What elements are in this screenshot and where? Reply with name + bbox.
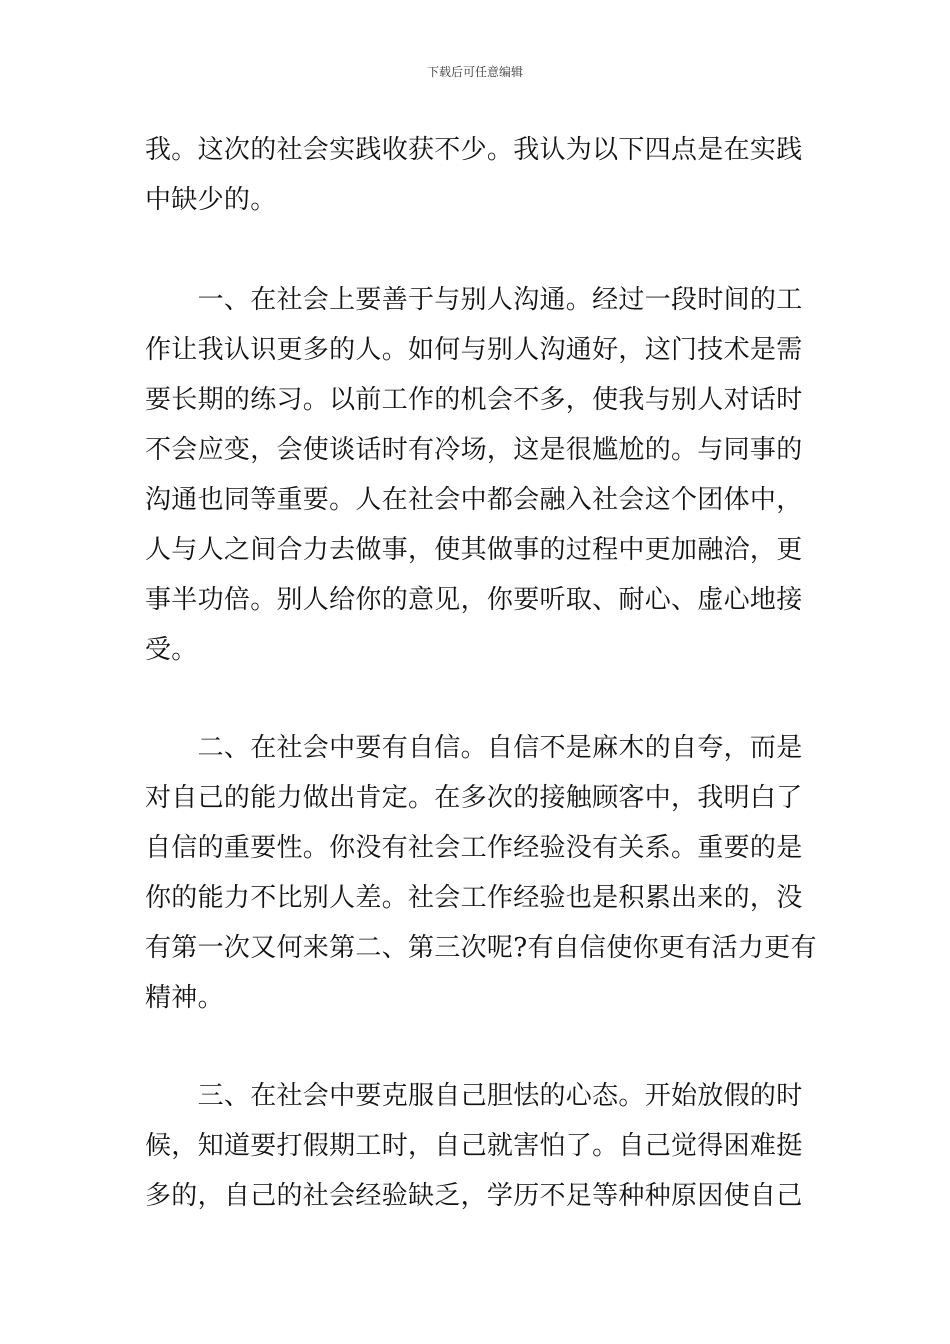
text-line: 三、在社会中要克服自己胆怯的心态。开始放假的时 [145, 1081, 803, 1111]
text-line: 不会应变，会使谈话时有冷场，这是很尴尬的。与同事的 [145, 435, 803, 465]
page-header: 下载后可任意编辑 [426, 65, 523, 79]
text-line: 沟通也同等重要。人在社会中都会融入社会这个团体中， [145, 485, 803, 515]
text-line: 精神。 [145, 983, 224, 1013]
text-line: 一、在社会上要善于与别人沟通。经过一段时间的工 [145, 285, 803, 315]
text-line: 自信的重要性。你没有社会工作经验没有关系。重要的是 [145, 833, 803, 863]
text-line: 候，知道要打假期工时，自己就害怕了。自己觉得困难挺 [145, 1131, 803, 1161]
text-line: 要长期的练习。以前工作的机会不多，使我与别人对话时 [145, 385, 803, 415]
text-line: 对自己的能力做出肯定。在多次的接触顾客中，我明白了 [145, 783, 803, 813]
text-line: 事半功倍。别人给你的意见，你要听取、耐心、虚心地接 [145, 585, 803, 615]
text-line: 多的，自己的社会经验缺乏，学历不足等种种原因使自己 [145, 1181, 803, 1211]
text-line: 有第一次又何来第二、第三次呢?有自信使你更有活力更有 [145, 933, 817, 963]
text-line: 我。这次的社会实践收获不少。我认为以下四点是在实践 [145, 135, 803, 165]
text-line: 二、在社会中要有自信。自信不是麻木的自夸，而是 [145, 733, 803, 763]
text-line: 受。 [145, 635, 198, 665]
text-line: 人与人之间合力去做事，使其做事的过程中更加融洽，更 [145, 535, 803, 565]
text-line: 你的能力不比别人差。社会工作经验也是积累出来的，没 [145, 883, 803, 913]
text-line: 中缺少的。 [145, 185, 277, 215]
text-line: 作让我认识更多的人。如何与别人沟通好，这门技术是需 [145, 335, 803, 365]
